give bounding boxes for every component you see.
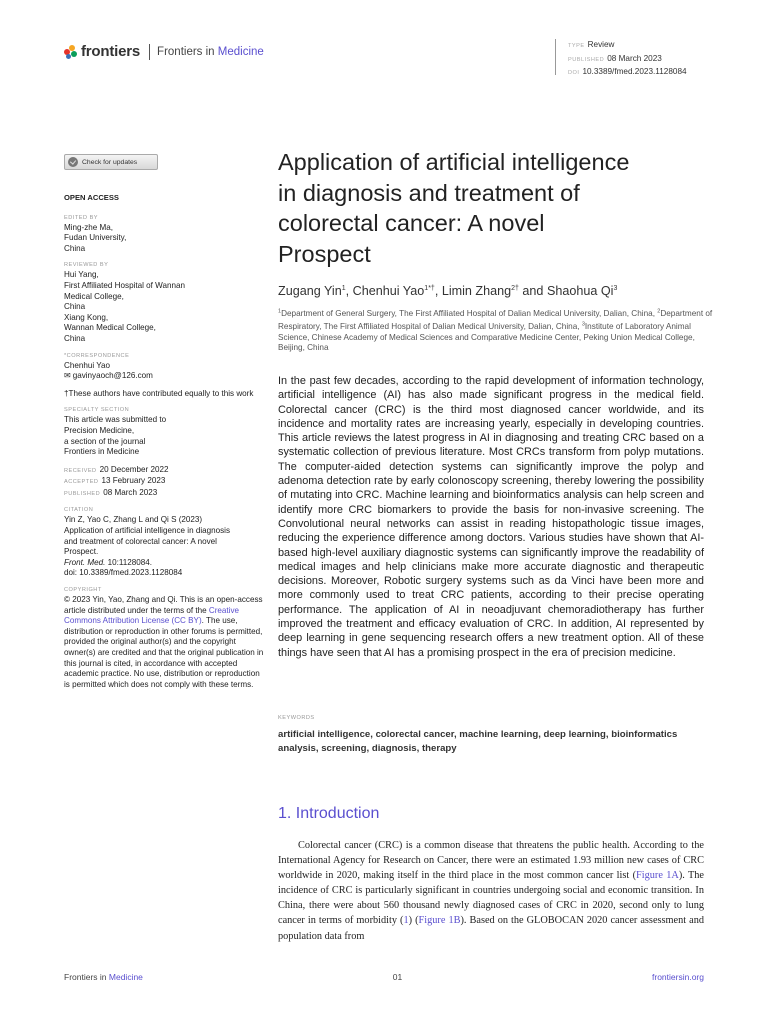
body-reference-link[interactable]: Figure 1B [418,915,461,927]
affiliation-item: $^3$Institute of Laboratory Animal Science, Chinese Academy of Medical Sciences and Comparative Medicine Center, Peking Union Medical College, Beijing, China [278,321,695,353]
published-value: 08 March 2023 [607,53,662,63]
keywords-label: KEYWORDS [278,715,315,721]
check-icon [68,157,78,167]
accepted-date: 13 February 2023 [101,476,166,486]
specialty-block [64,406,264,457]
affiliation-item: $^2$Department of Respiratory, The First Affiliated Hospital of Dalian Medical University, Dalian, China, [278,308,713,332]
author-name[interactable]: Zugang Yin [278,284,342,298]
received-date: 20 December 2022 [99,464,169,474]
article-meta [555,39,687,75]
author-name[interactable]: Limin Zhang [441,284,512,298]
journal-name: Frontiers in Medicine [157,45,264,58]
author-affiliation-marker: 2† [511,284,519,292]
correspondence-label: *CORRESPONDENCE [64,352,130,359]
citation-doi[interactable]: doi: 10.3389/fmed.2023.1128084 [64,568,183,578]
body-reference-link[interactable]: 1 [403,915,409,927]
affiliation-item: $^1$Department of General Surgery, The First Affiliated Hospital of Dalian Medical University, Dalian, China, [278,308,658,318]
author-name[interactable]: Chenhui Yao [352,284,425,298]
doi-value[interactable]: 10.3389/fmed.2023.1128084 [582,67,687,76]
citation-journal: Front. Med. [64,557,106,567]
header-divider [149,44,150,60]
section-heading: 1. Introduction [278,805,380,822]
body-text-run: Colorectal cancer (CRC) is a common disease that threatens the public health. According to the International Agency for Research on Cancer, there were an estimated 1.93 million new cases of CRC worldwide in 2020, making itself in the third place in the most common cancer list ( [278,840,704,882]
type-value: Review [587,40,615,49]
received-label: RECEIVED [64,467,97,474]
frontiers-logo-icon [64,45,78,59]
correspondence-block [64,352,264,382]
check-updates-button[interactable] [64,154,158,170]
dates-block [64,465,264,500]
reviewed-by-text: Hui Yang, First Affiliated Hospital of Wannan Medical College, China Xiang Kong, Wannan Medical College, China [64,270,186,343]
author-affiliation-marker: 1 [341,284,346,292]
doi-label: DOI [568,70,580,76]
frontiers-logo[interactable] [64,43,264,60]
copyright-block [64,586,264,690]
published-label: PUBLISHED [568,56,605,63]
reviewed-by-label: REVIEWED BY [64,262,109,269]
edited-by-label: EDITED BY [64,214,99,221]
page-footer [64,972,704,982]
citation-block [64,506,264,579]
check-updates-label: Check for updates [82,158,138,166]
citation-label: CITATION [64,507,94,514]
reviewed-by-block [64,261,264,344]
license-link[interactable]: Creative Commons Attribution License (CC BY) [64,605,240,626]
specialty-label: SPECIALTY SECTION [64,407,130,414]
author-affiliation-marker: 1*† [424,284,435,292]
equal-contribution-note: †These authors have contributed equally to this work [64,388,254,398]
footer-site-link[interactable]: frontiersin.org [652,972,704,982]
copyright-text: © 2023 Yin, Yao, Zhang and Qi. This is an open-access article distributed under the terms of the Creative Commons Attribution License (CC BY). The use, distribution or reproduction in other forums is permitted, provided the original author(s) and the copyright owner(s) are credited and that the original publication in this journal is cited, in accordance with accepted academic practice. No use, distribution or reproduction is permitted which does not comply with these terms. [64,595,264,689]
sidebar-published-date: 08 March 2023 [103,487,158,497]
keywords: artificial intelligence, colorectal cancer, machine learning, deep learning, bioinformatics analysis, screening, diagnosis, therapy [278,729,678,754]
specialty-text: This article was submitted to Precision Medicine, a section of the journal Frontiers in Medicine [64,415,167,457]
brand-name: frontiers [81,43,141,60]
type-label: TYPE [568,43,585,49]
body-text-run: ). The incidence of CRC is particularly significant in countries undergoing social and economic transition. In China, there were about 560 thousand newly diagnosed cases of CRC in 2020, second only to lung cancer in terms of morbidity ( [278,870,704,927]
author-affiliation-marker: 3 [613,284,618,292]
abstract: In the past few decades, according to the rapid development of information technology, artificial intelligence (AI) has also made significant progress in the medical field. Colorectal cancer (CRC) is the third most diagnosed cancer worldwide, and its incidence and mortality rates are increasing yearly, especially in developing countries. This article reviews the latest progress in AI in diagnosing and treating CRC based on a systematic collection of previous literature. Most CRCs transform from polyp mutations. The computer-aided detection systems can significantly improve the polyp and adenoma detection rate by early colonoscopy screening, thereby lowering the possibility of mutating into CRC. Machine learning and bioinformatics analysis can help screen and identify more CRC biomarkers to provide the basis for non-invasive screening. The Convolutional neural networks can assist in reading histopathologic tissue images, reducing the experience difference among doctors. Various studies have shown that AI-based high-level auxiliary diagnostic systems can significantly improve the readability of medical images and help clinicians make more accurate diagnostic and therapeutic decisions. Moreover, Robotic surgery systems such as da Vinci have been more and more commonly used to treat CRC patients, according to their precise operating performance. The application of AI in neoadjuvant chemoradiotherapy has further improved the treatment and efficacy evaluation of CRC. In addition, AI represented by deep learning in gene sequencing research offers a new treatment option. All of these things have seen that AI has a promising prospect in the era of precision medicine. [278,375,704,659]
footer-journal[interactable]: Frontiers in Medicine [64,972,143,982]
correspondence-name: Chenhui Yao [64,360,111,370]
citation-volume: 10:1128084. [105,557,153,567]
body-text-run: ). Based on the GLOBOCAN 2020 cancer assessment and population data from [278,915,705,942]
affiliations [278,306,718,354]
author-list: Zugang Yin$^1$, Chenhui Yao$^{1*\dagger}$, Limin Zhang$^{2\dagger}$ and Shaohua Qi$^3$ [278,284,618,298]
body-text [278,838,704,944]
accepted-label: ACCEPTED [64,479,99,486]
open-access-label: OPEN ACCESS [64,193,119,202]
article-title: Application of artificial intelligence in diagnosis and treatment of colorectal cancer: A novel Prospect [278,149,630,267]
body-text-run: ) ( [408,915,419,927]
body-reference-link[interactable]: Figure 1A [636,870,679,882]
copyright-label: COPYRIGHT [64,587,102,594]
citation-text: Yin Z, Yao C, Zhang L and Qi S (2023) Application of artificial intelligence in diagnosis and treatment of colorectal cancer: A novel Prospect. [64,515,231,557]
author-name[interactable]: Shaohua Qi [546,284,614,298]
article-sidebar [64,193,264,697]
edited-by-block [64,214,264,255]
sidebar-published-label: PUBLISHED [64,490,101,497]
page-number: 01 [392,972,403,982]
edited-by-text: Ming-zhe Ma, Fudan University, China [64,222,127,253]
correspondence-email[interactable]: ✉ gavinyaoch@126.com [64,371,264,382]
